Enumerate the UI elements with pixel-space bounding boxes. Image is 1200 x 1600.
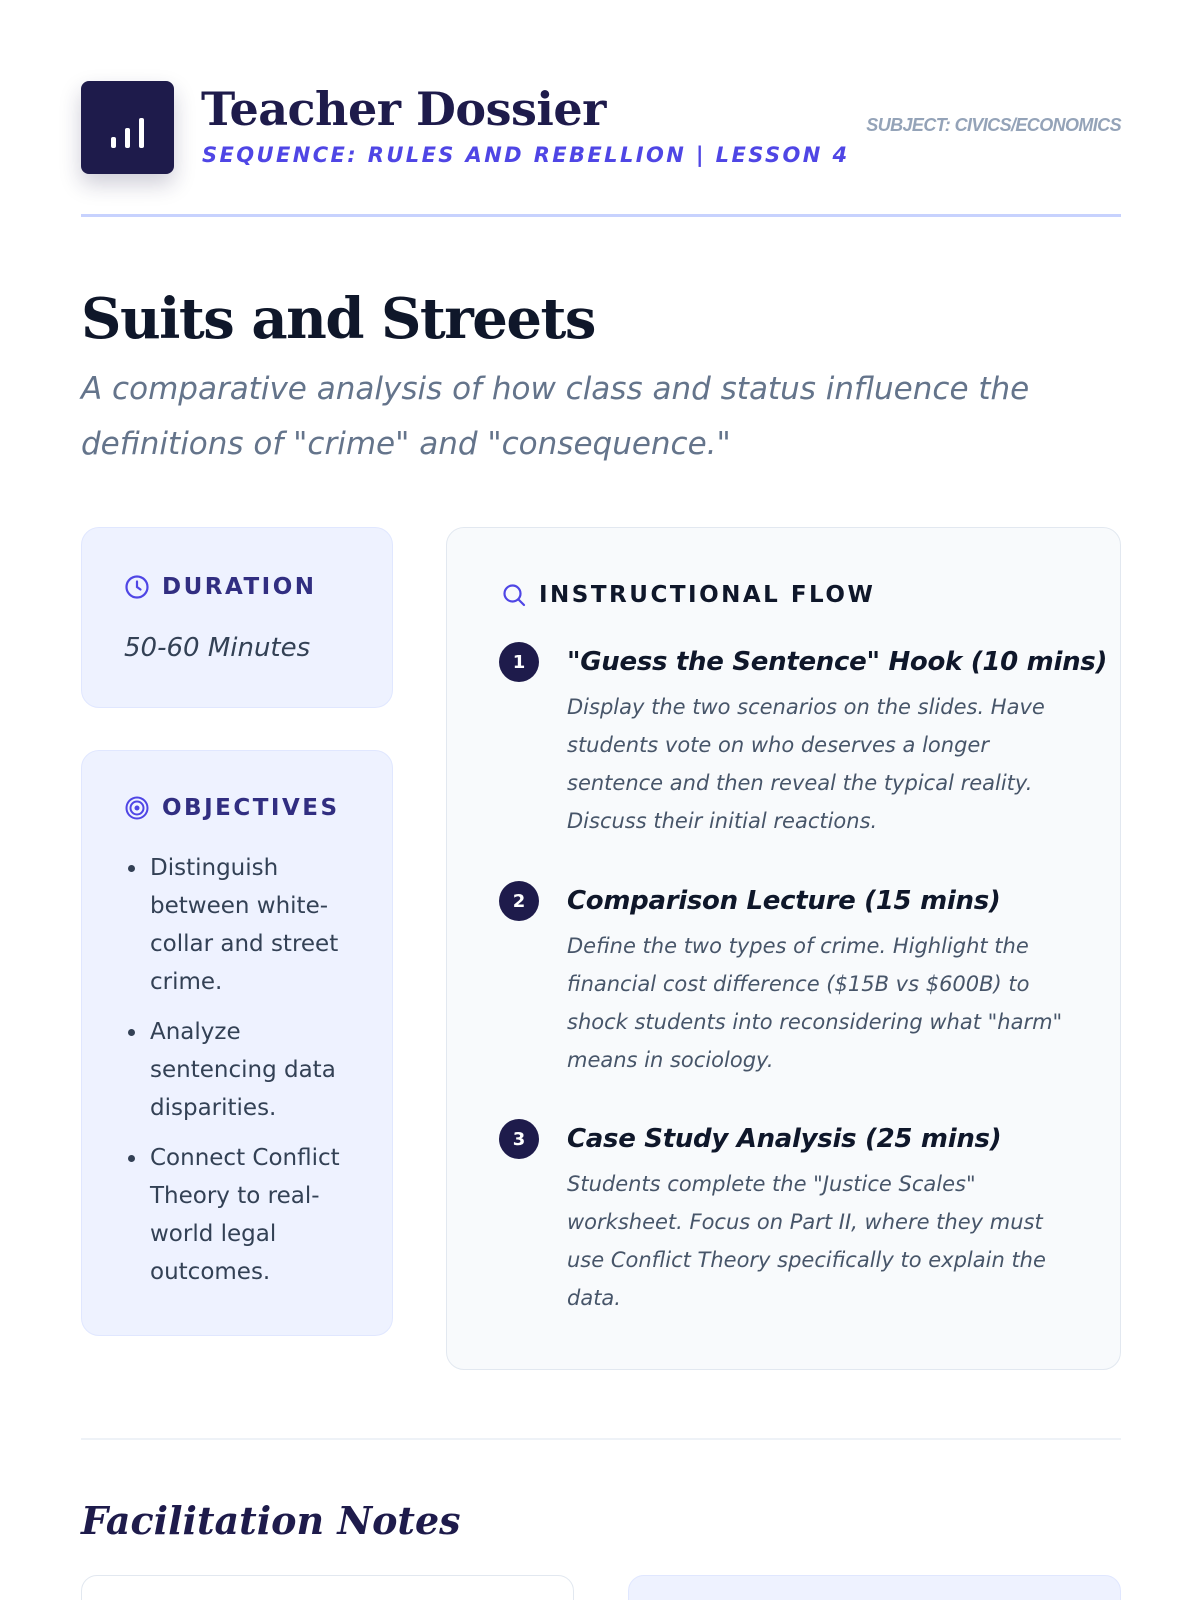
- step-title: Comparison Lecture (15 mins): [567, 886, 1001, 916]
- objectives-card: [81, 750, 393, 1336]
- sequence-label: SEQUENCE: RULES AND REBELLION | LESSON 4: [202, 143, 850, 167]
- duration-heading: [124, 574, 317, 600]
- target-icon: [124, 795, 150, 821]
- duration-card: [81, 527, 393, 708]
- flow-heading: [501, 582, 875, 608]
- facilitation-notes-heading: Facilitation Notes: [81, 1498, 461, 1543]
- step-title: "Guess the Sentence" Hook (10 mins): [567, 647, 1108, 677]
- objective-item: Connect Conflict Theory to real-world legal outcomes.: [124, 1139, 364, 1291]
- step-number: 2: [499, 881, 539, 921]
- section-divider: [81, 1438, 1121, 1440]
- objectives-label: OBJECTIVES: [162, 795, 340, 821]
- facilitation-note-card: [81, 1575, 574, 1600]
- objectives-list: [124, 849, 364, 1303]
- objective-item: Distinguish between white-collar and street crime.: [124, 849, 364, 1001]
- objectives-heading: [124, 795, 340, 821]
- step-number: 1: [499, 642, 539, 682]
- step-body: Define the two types of crime. Highlight the financial cost difference ($15B vs $600B) to shock students into reconsidering what "harm" means in sociology.: [567, 934, 1063, 1072]
- flow-label: INSTRUCTIONAL FLOW: [539, 582, 876, 608]
- instructional-flow-card: [446, 527, 1121, 1370]
- lesson-title: Suits and Streets: [81, 286, 595, 352]
- objective-item: Analyze sentencing data disparities.: [124, 1013, 364, 1127]
- dossier-header: [81, 81, 1121, 217]
- duration-label: DURATION: [162, 574, 317, 600]
- step-number: 3: [499, 1119, 539, 1159]
- lesson-subtitle: A comparative analysis of how class and status influence the definitions of "crime" and "consequence.": [81, 371, 1030, 462]
- app-title: Teacher Dossier: [201, 82, 606, 136]
- step-body: Display the two scenarios on the slides. Have students vote on who deserves a longer sentence and then reveal the typical reality. Discuss their initial reactions.: [567, 695, 1045, 833]
- clock-icon: [124, 574, 150, 600]
- subject-label: SUBJECT: CIVICS/ECONOMICS: [866, 115, 1121, 135]
- facilitation-note-card: [628, 1575, 1121, 1600]
- duration-value: 50-60 Minutes: [124, 633, 311, 663]
- search-icon: [501, 582, 527, 608]
- step-title: Case Study Analysis (25 mins): [567, 1124, 1002, 1154]
- step-body: Students complete the "Justice Scales" worksheet. Focus on Part II, where they must use Conflict Theory specifically to explain the data.: [567, 1172, 1046, 1310]
- bar-chart-icon: [81, 81, 174, 174]
